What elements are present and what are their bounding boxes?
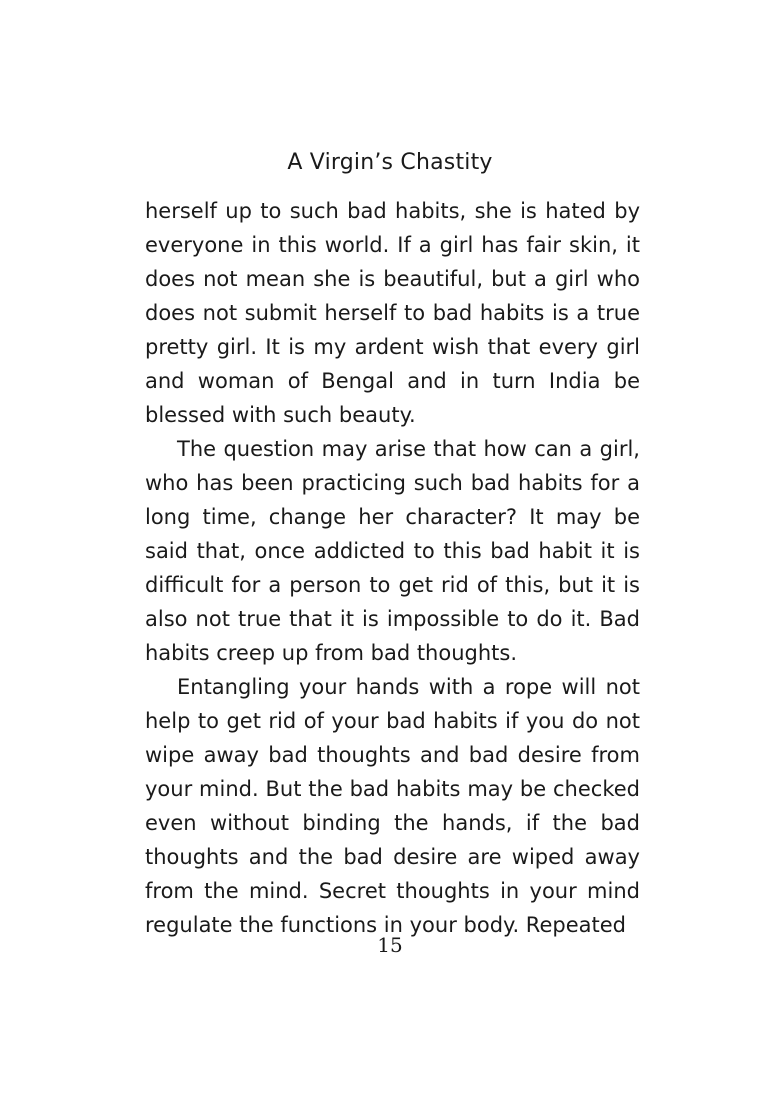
page-number: 15: [377, 933, 403, 957]
paragraph: The question may arise that how can a girl, who has been practicing such bad habits for a long time, change her character? It may be said that, once addicted to this bad habit it is difficult for a person to get rid of this, but it is also not true that it is impossible to do it. Bad habits creep up from bad thoughts.: [145, 437, 640, 665]
paragraph: Entangling your hands with a rope will not help to get rid of your bad habits if you do not wipe away bad thoughts and bad desire from your mind. But the bad habits may be checked even without binding the hands, if the bad thoughts and the bad desire are wiped away from the mind. Secret thoughts in your mind regulate the functions in your body. Repeated: [145, 675, 640, 937]
body-text: [145, 194, 640, 942]
running-title: A Virgin’s Chastity: [287, 150, 493, 175]
paragraph-continued: herself up to such bad habits, she is hated by everyone in this world. If a girl has fair skin, it does not mean she is beautiful, but a girl who does not submit herself to bad habits is a true pretty girl. It is my ardent wish that every girl and woman of Bengal and in turn India be blessed with such beauty.: [145, 199, 640, 427]
